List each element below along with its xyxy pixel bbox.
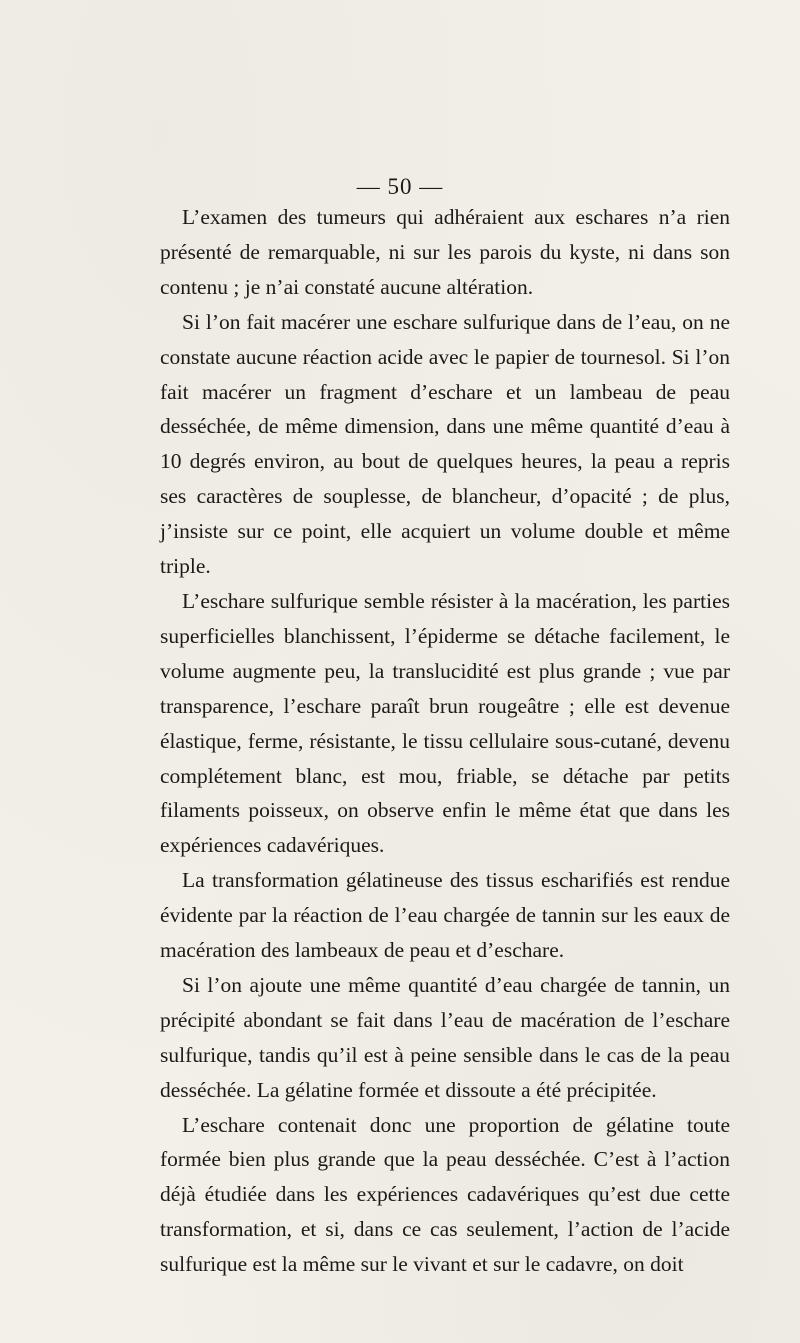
paragraph: Si l’on ajoute une même quantité d’eau chargée de tannin, un précipité abondant se fait dans l’eau de macération de l’eschare sulfurique, tandis qu’il est à peine sensible dans le cas de la peau desséchée. La gélatine formée et dissoute a été précipitée. [160,972,730,1102]
body-text [160,200,730,1282]
paragraph: L’eschare contenait donc une proportion de gélatine toute formée bien plus grande que la peau desséchée. C’est à l’action déjà étudiée dans les expériences cadavériques qu’est due cette transformation, et si, dans ce cas seulement, l’action de l’acide sulfurique est la même sur le vivant et sur le cadavre, on doit [160,1112,730,1277]
page-number: — 50 — [356,174,444,199]
paragraph: L’examen des tumeurs qui adhéraient aux eschares n’a rien présenté de remarquable, ni sur les parois du kyste, ni dans son contenu ; je n’ai constaté aucune altération. [160,205,730,299]
paragraph: L’eschare sulfurique semble résister à la macération, les parties superficielles blanchissent, l’épiderme se détache facilement, le volume augmente peu, la translucidité est plus grande ; vue par transparence, l’eschare paraît brun rougeâtre ; elle est devenue élastique, ferme, résistante, le tissu cellulaire sous-cutané, devenu complétement blanc, est mou, friable, se détache par petits filaments poisseux, on observe enfin le même état que dans les expériences cadavériques. [160,588,730,858]
paragraph: La transformation gélatineuse des tissus escharifiés est rendue évidente par la réaction de l’eau chargée de tannin sur les eaux de macération des lambeaux de peau et d’eschare. [160,868,730,963]
paragraph: Si l’on fait macérer une eschare sulfurique dans de l’eau, on ne constate aucune réaction acide avec le papier de tournesol. Si l’on fait macérer un fragment d’eschare et un lambeau de peau desséchée, de même dimension, dans une même quantité d’eau à 10 degrés environ, au bout de quelques heures, la peau a repris ses caractères de souplesse, de blancheur, d’opacité ; de plus, j’insiste sur ce point, elle acquiert un volume double et même triple. [160,309,730,579]
